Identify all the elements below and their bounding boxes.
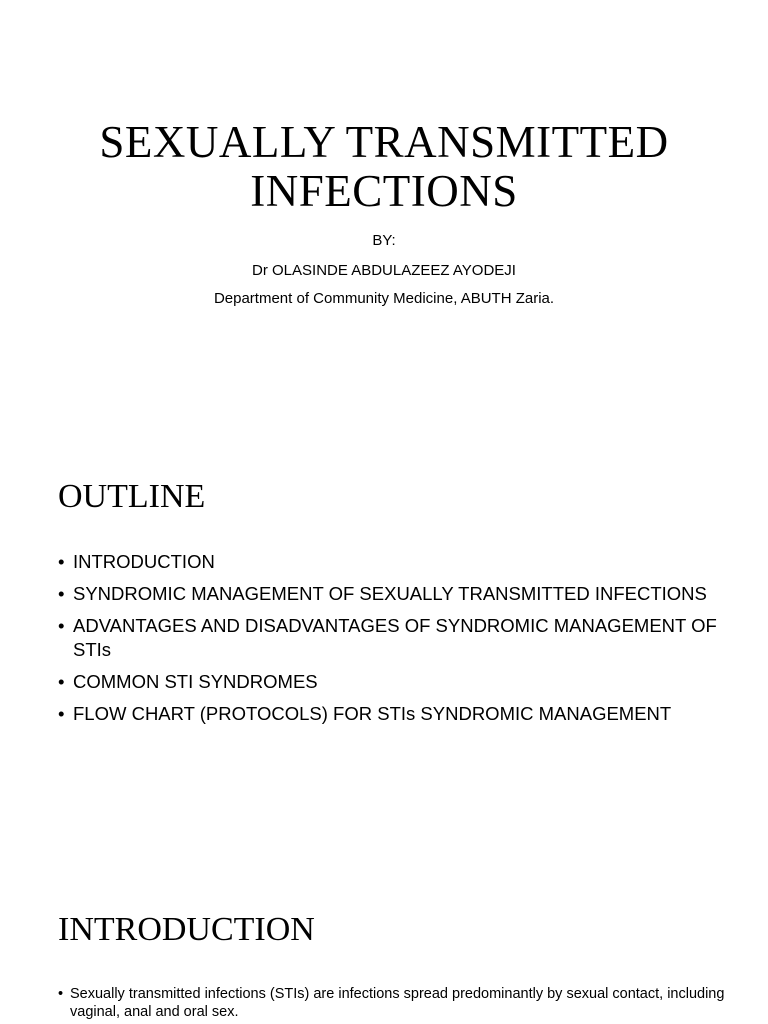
list-item — [58, 985, 738, 1021]
title-line-2: INFECTIONS — [250, 166, 518, 216]
outline-item-text: FLOW CHART (PROTOCOLS) FOR STIs SYNDROMIC MANAGEMENT — [73, 703, 672, 724]
by-label: BY: — [372, 232, 396, 249]
introduction-heading: INTRODUCTION — [58, 911, 315, 948]
introduction-item-text: Sexually transmitted infections (STIs) are infections spread predominantly by sexual contact, including vaginal, anal and oral sex. — [70, 986, 725, 1020]
author-name: Dr OLASINDE ABDULAZEEZ AYODEJI — [252, 262, 516, 279]
outline-item-text: ADVANTAGES AND DISADVANTAGES OF SYNDROMIC MANAGEMENT OF STIs — [73, 615, 717, 660]
introduction-list — [58, 985, 738, 1021]
outline-item-text: INTRODUCTION — [73, 551, 215, 572]
bullet-icon: • — [58, 551, 65, 572]
bullet-icon: • — [58, 986, 64, 1002]
author-department: Department of Community Medicine, ABUTH Zaria. — [213, 290, 555, 307]
bullet-icon: • — [58, 703, 65, 724]
outline-item-text: SYNDROMIC MANAGEMENT OF SEXUALLY TRANSMITTED INFECTIONS — [73, 583, 707, 604]
outline-item-text: COMMON STI SYNDROMES — [73, 671, 318, 692]
outline-heading: OUTLINE — [58, 478, 206, 515]
bullet-icon: • — [58, 615, 65, 636]
title-line-1: SEXUALLY TRANSMITTED — [99, 117, 669, 167]
bullet-icon: • — [58, 671, 65, 692]
bullet-icon: • — [58, 583, 65, 604]
